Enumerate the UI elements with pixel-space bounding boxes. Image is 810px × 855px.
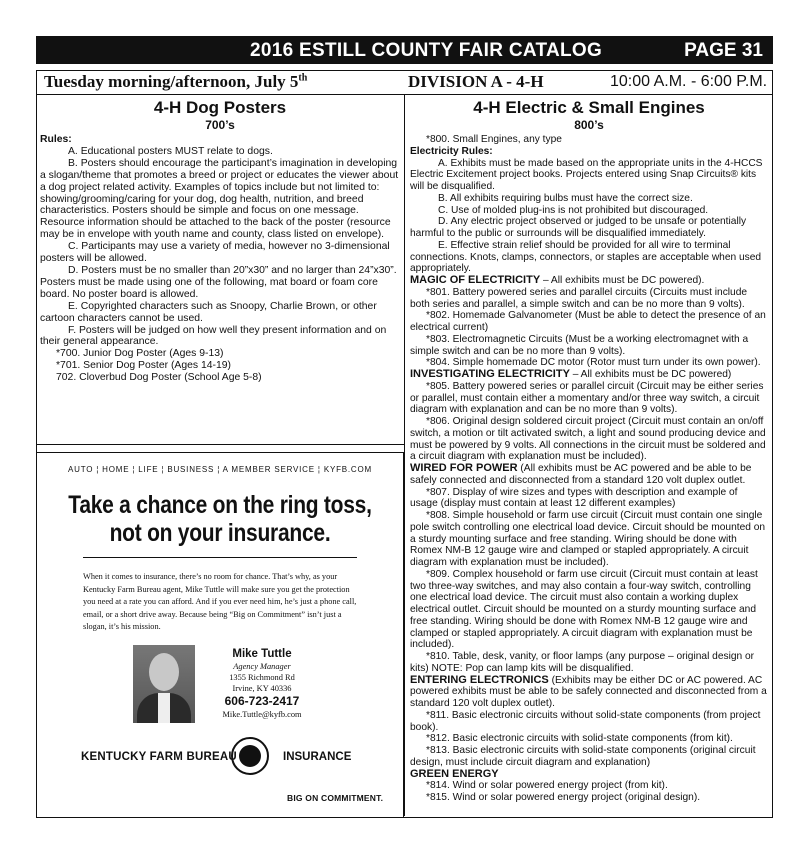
electric-section — [410, 98, 768, 804]
class-item: *812. Basic electronic circuits with solid-state components (from kit). — [426, 733, 733, 745]
wired-heading: WIRED FOR POWER (All exhibits must be AC powered and be able to be safely connected and disconnected from a standard 120 volt duplex outlet. — [410, 462, 752, 486]
dog-sub: 700’s — [205, 118, 235, 132]
class-item: *807. Display of wire sizes and types with description and example of usage (display must contain at least 12 different examples) — [410, 486, 738, 510]
ad-body: When it comes to insurance, there’s no room for chance. That’s why, as your Kentucky Farm Bureau agent, Mike Tuttle will make sure you get the protection you need at a rate you can afford. And if you ever need him, he’s just a phone call, email, or a short drive away. Because being “Big on Commitment” isn’t just a slogan, it’s his mission. — [83, 572, 357, 631]
dog-class: *700. Junior Dog Poster (Ages 9-13) — [56, 348, 224, 360]
dog-class: *701. Senior Dog Poster (Ages 14-19) — [56, 360, 232, 372]
entering-heading: ENTERING ELECTRONICS (Exhibits may be either DC or AC powered. AC powered exhibits must be able to be safely connected and disconnected from a standard 120 volt duplex outlet). — [410, 673, 767, 709]
insurance-ad — [36, 452, 404, 818]
class-item: *809. Complex household or farm use circuit (Circuit must contain at least two three-way switches, and may also contain a four-way switch, controlling one electrical load device. The circuit must also contain a working duplex electrical outlet. Circuit should be mounted on a sturdy mounting surface and free standing. Wiring should be done with Romex NM-B 12 gauge wire and clamped or stapled appropriately. A circuit diagram with explanation must be included). — [410, 568, 758, 651]
dog-rule: A. Educational posters MUST relate to dogs. — [68, 145, 273, 157]
electric-sub: 800’s — [574, 118, 604, 132]
agent-city: Irvine, KY 40336 — [232, 684, 292, 693]
dog-rule: D. Posters must be no smaller than 20”x30” and no larger than 24”x30”. Posters must be made using one of the following, mat board or foam core board. No poster board is allowed. — [40, 264, 397, 300]
page-banner — [36, 36, 773, 64]
agent-contact — [187, 647, 337, 720]
time-label: 10:00 A.M. - 6:00 P.M. — [610, 73, 768, 90]
dog-posters-section — [40, 98, 400, 384]
class-item: *814. Wind or solar powered energy project (from kit). — [426, 780, 668, 792]
class-item: *802. Homemade Galvanometer (Must be able to detect the presence of an electrical current) — [410, 310, 766, 333]
brand-insurance: INSURANCE — [283, 751, 352, 763]
electric-rule: B. All exhibits requiring bulbs must have the correct size. — [438, 192, 693, 204]
electric-title: 4-H Electric & Small Engines — [473, 98, 705, 117]
division-header — [36, 70, 773, 95]
dog-rule: C. Participants may use a variety of media, however no 3-dimensional posters will be allowed. — [40, 241, 390, 265]
page-number: PAGE 31 — [684, 40, 763, 61]
division-label: DIVISION A - 4-H — [408, 72, 544, 91]
electric-rule: C. Use of molded plug-ins is not prohibited but discouraged. — [438, 204, 709, 216]
class-item: *810. Table, desk, vanity, or floor lamps (any purpose – original design or kits) NOTE: Pop can lamp kits will be disqualified. — [410, 651, 755, 674]
green-heading: GREEN ENERGY — [410, 767, 499, 780]
ad-tagline: BIG ON COMMITMENT. — [287, 793, 384, 803]
dog-rule: B. Posters should encourage the participant’s imagination in developing a slogan/theme that promotes a breed or project or educates the viewer about a dog project related activity. Examples of topics include but not limited to: showing/grooming/caring for your dog, dog health, nutrition, and breed characteristics. Posters should be simple and focus on one message. Resource information should be attached to the back of the poster (resource may be in envelope with youth name and county, class listed on envelope). — [40, 157, 399, 241]
ad-divider — [83, 557, 357, 558]
dog-class: 702. Cloverbud Dog Poster (School Age 5-8) — [56, 372, 262, 384]
ad-nav: AUTO ¦ HOME ¦ LIFE ¦ BUSINESS ¦ A MEMBER SERVICE ¦ KYFB.COM — [67, 465, 373, 474]
electric-rule: E. Effective strain relief should be provided for all wire to terminal connections. Knots, clamps, connectors, or staples are acceptable when used appropriately. — [410, 239, 762, 275]
electricity-rules-label: Electricity Rules: — [410, 145, 493, 157]
ad-headline: Take a chance on the ring toss, not on your insurance. — [68, 491, 372, 547]
dog-rule: E. Copyrighted characters such as Snoopy, Charlie Brown, or other cartoon characters cannot be used. — [40, 300, 377, 324]
dog-rule: F. Posters will be judged on how well they present information and on their general appearance. — [40, 324, 387, 348]
class-item: *800. Small Engines, any type — [426, 134, 562, 145]
brand-name: KENTUCKY FARM BUREAU — [81, 751, 237, 763]
kfb-seal-icon — [231, 737, 269, 775]
class-item: *803. Electromagnetic Circuits (Must be a working electromagnet with a simple switch and can be no more than 9 volts). — [410, 333, 749, 357]
day-label: Tuesday morning/afternoon, July 5th — [44, 72, 308, 91]
class-item: *808. Simple household or farm use circuit (Circuit must contain one single pole switch controlling one electrical load device. Circuit should be mounted on a sturdy mounting surface and free standing. Wiring should be done with Romex NM-B 12 gauge wire and clamped or stapled appropriately. A circuit diagram with explanation must be included). — [410, 510, 766, 568]
dog-title: 4-H Dog Posters — [153, 98, 287, 117]
agent-title: Agency Manager — [233, 662, 291, 671]
catalog-title: 2016 ESTILL COUNTY FAIR CATALOG — [250, 40, 603, 61]
class-item: *806. Original design soldered circuit project (Circuit must contain an on/off switch, a motion or tilt activated switch, a light and sound producing device and must be powered by 9 volts. All connections in the circuit must be soldered and a circuit diagram with explanation must be included). — [410, 416, 766, 463]
class-item: *804. Simple homemade DC motor (Rotor must turn under its own power). — [426, 357, 761, 369]
agent-name: Mike Tuttle — [232, 648, 292, 660]
class-item: *801. Battery powered series and parallel circuits (Circuits must include both series and parallel, a simple switch and can be no more than 9 volts). — [410, 286, 748, 310]
column-divider — [404, 94, 405, 816]
electric-rule: A. Exhibits must be made based on the appropriate units in the 4-HCCS Electric Excitement project books. Projects entered using Snap Circuits® kits will be disqualified. — [410, 157, 763, 192]
class-item: *813. Basic electronic circuits with solid-state components (original circuit design, must include circuit diagram and explanation) — [410, 745, 756, 768]
class-item: *815. Wind or solar powered energy project (original design). — [426, 792, 701, 803]
class-item: *805. Battery powered series or parallel circuit (Circuit may be either series or parallel, must contain either a momentary and/or three way switch, a circuit diagram with explanation and can be no more than 9 volts). — [410, 380, 764, 416]
dog-rules-label: Rules: — [40, 134, 72, 145]
agent-photo — [133, 645, 195, 723]
electric-rule: D. Any electric project observed or judged to be unsafe or potentially harmful to the public or surrounds will be disqualified immediately. — [410, 216, 747, 239]
investigating-heading: INVESTIGATING ELECTRICITY – All exhibits must be DC powered) — [410, 368, 732, 380]
magic-heading: MAGIC OF ELECTRICITY – All exhibits must be DC powered). — [410, 274, 705, 286]
class-item: *811. Basic electronic circuits without solid-state components (from project book). — [410, 709, 761, 733]
agent-address: 1355 Richmond Rd — [229, 673, 295, 682]
agent-email: Mike.Tuttle@kyfb.com — [222, 710, 302, 719]
agent-phone: 606-723-2417 — [224, 694, 300, 708]
